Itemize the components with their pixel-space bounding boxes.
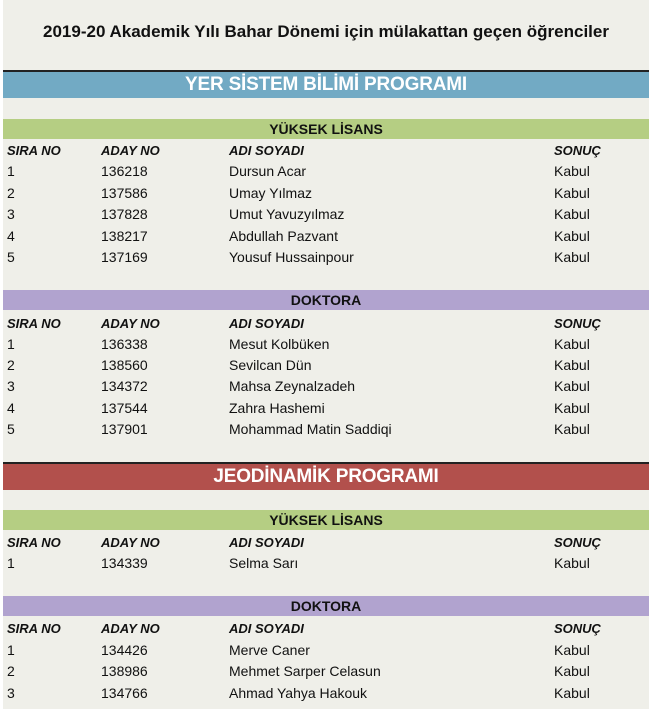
cell-sira-no: 4: [7, 400, 15, 416]
cell-sira-no: 2: [7, 185, 15, 201]
cell-sira-no: 5: [7, 249, 15, 265]
cell-sira-no: 2: [7, 663, 15, 679]
cell-sonuc: Kabul: [554, 378, 590, 394]
column-header-row: [3, 532, 649, 553]
cell-sira-no: 1: [7, 555, 15, 571]
col-sonuc: SONUÇ: [554, 621, 601, 636]
column-header-row: [3, 313, 649, 334]
cell-aday-no: 134426: [101, 642, 148, 658]
table-row: [3, 355, 649, 376]
cell-sira-no: 3: [7, 378, 15, 394]
cell-adi-soyadi: Mahsa Zeynalzadeh: [229, 378, 356, 394]
col-aday-no: ADAY NO: [101, 535, 160, 550]
cell-adi-soyadi: Mehmet Sarper Celasun: [229, 663, 381, 679]
cell-adi-soyadi: Mohammad Matin Saddiqi: [229, 421, 392, 437]
cell-adi-soyadi: Yousuf Hussainpour: [229, 249, 354, 265]
results-sheet: [3, 0, 649, 709]
cell-sonuc: Kabul: [554, 421, 590, 437]
cell-sonuc: Kabul: [554, 249, 590, 265]
cell-aday-no: 137586: [101, 185, 148, 201]
table-row: [3, 204, 649, 225]
col-aday-no: ADAY NO: [101, 316, 160, 331]
table-row: [3, 334, 649, 355]
page-title: 2019-20 Akademik Yılı Bahar Dönemi için mülakattan geçen öğrenciler: [43, 22, 609, 41]
cell-aday-no: 136338: [101, 336, 148, 352]
cell-adi-soyadi: Merve Caner: [229, 642, 310, 658]
level-header-yuksek-lisans: YÜKSEK LİSANS: [3, 119, 649, 139]
cell-adi-soyadi: Mesut Kolbüken: [229, 336, 330, 352]
table-row: [3, 419, 649, 440]
cell-adi-soyadi: Selma Sarı: [229, 555, 299, 571]
cell-sira-no: 2: [7, 357, 15, 373]
cell-adi-soyadi: Zahra Hashemi: [229, 400, 325, 416]
cell-aday-no: 134372: [101, 378, 148, 394]
col-aday-no: ADAY NO: [101, 143, 160, 158]
cell-aday-no: 134339: [101, 555, 148, 571]
table-row: [3, 683, 649, 704]
cell-adi-soyadi: Umut Yavuzyılmaz: [229, 206, 345, 222]
cell-sira-no: 1: [7, 163, 15, 179]
cell-sira-no: 3: [7, 206, 15, 222]
cell-adi-soyadi: Umay Yılmaz: [229, 185, 312, 201]
col-adi-soyadi: ADI SOYADI: [229, 621, 304, 636]
cell-sonuc: Kabul: [554, 685, 590, 701]
cell-sonuc: Kabul: [554, 206, 590, 222]
cell-aday-no: 137828: [101, 206, 148, 222]
col-sira-no: SIRA NO: [7, 316, 61, 331]
col-sonuc: SONUÇ: [554, 143, 601, 158]
program-header-yer-sistem: YER SİSTEM BİLİMİ PROGRAMI: [3, 70, 649, 98]
col-sira-no: SIRA NO: [7, 143, 61, 158]
level-header-yuksek-lisans: YÜKSEK LİSANS: [3, 510, 649, 530]
cell-aday-no: 138217: [101, 228, 148, 244]
table-row: [3, 553, 649, 574]
cell-adi-soyadi: Sevilcan Dün: [229, 357, 312, 373]
col-sira-no: SIRA NO: [7, 535, 61, 550]
table-row: [3, 398, 649, 419]
cell-sonuc: Kabul: [554, 185, 590, 201]
cell-aday-no: 134766: [101, 685, 148, 701]
cell-sonuc: Kabul: [554, 642, 590, 658]
table-row: [3, 247, 649, 268]
table-row: [3, 661, 649, 682]
cell-aday-no: 138560: [101, 357, 148, 373]
cell-adi-soyadi: Dursun Acar: [229, 163, 307, 179]
cell-aday-no: 136218: [101, 163, 148, 179]
cell-sira-no: 1: [7, 642, 15, 658]
cell-sonuc: Kabul: [554, 357, 590, 373]
cell-aday-no: 137544: [101, 400, 148, 416]
cell-adi-soyadi: Abdullah Pazvant: [229, 228, 338, 244]
column-header-row: [3, 618, 649, 639]
col-sira-no: SIRA NO: [7, 621, 61, 636]
cell-sonuc: Kabul: [554, 555, 590, 571]
col-adi-soyadi: ADI SOYADI: [229, 316, 304, 331]
cell-sira-no: 4: [7, 228, 15, 244]
cell-sonuc: Kabul: [554, 228, 590, 244]
level-header-doktora: DOKTORA: [3, 596, 649, 616]
cell-aday-no: 137169: [101, 249, 148, 265]
level-header-doktora: DOKTORA: [3, 290, 649, 310]
cell-sonuc: Kabul: [554, 163, 590, 179]
cell-sonuc: Kabul: [554, 400, 590, 416]
col-adi-soyadi: ADI SOYADI: [229, 535, 304, 550]
col-adi-soyadi: ADI SOYADI: [229, 143, 304, 158]
cell-sira-no: 1: [7, 336, 15, 352]
table-row: [3, 640, 649, 661]
table-row: [3, 376, 649, 397]
col-aday-no: ADAY NO: [101, 621, 160, 636]
table-row: [3, 161, 649, 182]
cell-sonuc: Kabul: [554, 663, 590, 679]
program-header-jeodinamik: JEODİNAMİK PROGRAMI: [3, 462, 649, 490]
column-header-row: [3, 140, 649, 161]
cell-aday-no: 137901: [101, 421, 148, 437]
table-row: [3, 183, 649, 204]
cell-sira-no: 3: [7, 685, 15, 701]
cell-aday-no: 138986: [101, 663, 148, 679]
cell-sira-no: 5: [7, 421, 15, 437]
cell-sonuc: Kabul: [554, 336, 590, 352]
cell-adi-soyadi: Ahmad Yahya Hakouk: [229, 685, 368, 701]
col-sonuc: SONUÇ: [554, 316, 601, 331]
col-sonuc: SONUÇ: [554, 535, 601, 550]
table-row: [3, 226, 649, 247]
